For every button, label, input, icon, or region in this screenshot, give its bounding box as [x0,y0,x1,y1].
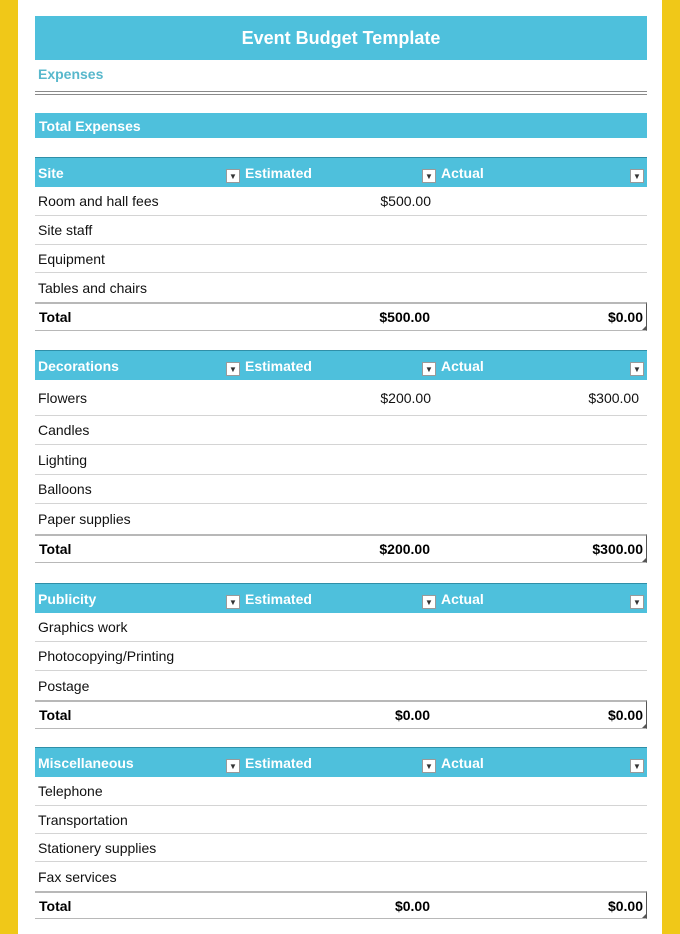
filter-dropdown-icon[interactable]: ▼ [226,362,240,376]
column-header-category: Miscellaneous [38,755,134,771]
column-header-estimated: Estimated [245,358,312,374]
column-header-actual: Actual [441,755,484,771]
column-header-actual: Actual [441,358,484,374]
row-label: Fax services [38,868,117,885]
row-label: Paper supplies [38,511,131,527]
column-header-actual: Actual [441,591,484,607]
filter-dropdown-icon[interactable]: ▼ [422,362,436,376]
table-row[interactable] [35,416,647,445]
table-row[interactable] [35,504,647,534]
resize-handle-icon[interactable] [642,724,646,728]
table-row[interactable] [35,806,647,834]
total-expenses-bar [35,113,647,138]
row-label: Photocopying/Printing [38,648,175,664]
resize-handle-icon[interactable] [642,326,646,330]
column-header-category: Publicity [38,591,97,607]
row-label: Equipment [38,250,105,267]
table-row[interactable] [35,777,647,806]
filter-dropdown-icon[interactable]: ▼ [630,595,644,609]
divider [35,94,647,95]
total-estimated: $0.00 [394,707,430,723]
row-label: Tables and chairs [38,279,147,296]
filter-dropdown-icon[interactable]: ▼ [422,169,436,183]
row-label: Balloons [38,481,92,497]
table-row[interactable] [35,445,647,475]
table-row[interactable] [35,380,647,416]
column-header-category: Site [38,165,64,181]
resize-handle-icon[interactable] [642,558,646,562]
filter-dropdown-icon[interactable]: ▼ [226,595,240,609]
total-actual: $300.00 [592,541,643,557]
total-label: Total [39,541,72,557]
total-row[interactable] [35,700,647,729]
title-text: Event Budget Template [241,27,441,48]
table-row[interactable] [35,475,647,504]
table-row[interactable] [35,642,647,671]
table-row[interactable] [35,273,647,302]
row-label: Postage [38,677,90,694]
row-label: Flowers [38,389,88,406]
total-label: Total [39,897,72,914]
total-actual: $0.00 [607,707,643,723]
filter-dropdown-icon[interactable]: ▼ [630,362,644,376]
total-row[interactable] [35,891,647,919]
filter-dropdown-icon[interactable]: ▼ [226,169,240,183]
resize-handle-icon[interactable] [642,914,646,918]
column-header-estimated: Estimated [245,165,312,181]
estimated-cell: $200.00 [380,389,431,406]
actual-cell: $300.00 [588,389,639,406]
column-header-estimated: Estimated [245,591,312,607]
row-label: Transportation [38,811,128,828]
filter-dropdown-icon[interactable]: ▼ [422,595,436,609]
column-header-actual: Actual [441,165,484,181]
total-expenses-label: Total Expenses [39,117,141,134]
total-actual: $0.00 [607,309,643,325]
section-header [35,747,647,777]
filter-dropdown-icon[interactable]: ▼ [422,759,436,773]
table-row[interactable] [35,834,647,862]
row-label: Stationery supplies [38,839,157,856]
table-row[interactable] [35,245,647,273]
total-label: Total [39,309,72,325]
section-header [35,350,647,380]
expenses-label: Expenses [38,66,104,82]
row-label: Telephone [38,783,103,799]
page-title [35,16,647,60]
total-estimated: $500.00 [379,309,430,325]
filter-dropdown-icon[interactable]: ▼ [630,169,644,183]
row-label: Lighting [38,451,88,468]
section-publicity [35,583,647,729]
section-decorations [35,350,647,563]
table-row[interactable] [35,187,647,216]
total-estimated: $0.00 [394,897,430,914]
table-row[interactable] [35,862,647,891]
table-row[interactable] [35,613,647,642]
divider [35,91,647,92]
row-label: Site staff [38,222,93,238]
table-row[interactable] [35,216,647,245]
column-header-category: Decorations [38,358,119,374]
section-miscellaneous [35,747,647,919]
total-estimated: $200.00 [379,541,430,557]
total-actual: $0.00 [607,897,643,914]
section-header [35,157,647,187]
total-label: Total [39,707,72,723]
filter-dropdown-icon[interactable]: ▼ [226,759,240,773]
row-label: Graphics work [38,619,128,635]
section-site [35,157,647,331]
total-row[interactable] [35,534,647,563]
table-row[interactable] [35,671,647,700]
estimated-cell: $500.00 [380,193,431,209]
row-label: Room and hall fees [38,193,159,209]
filter-dropdown-icon[interactable]: ▼ [630,759,644,773]
column-header-estimated: Estimated [245,755,312,771]
section-header [35,583,647,613]
row-label: Candles [38,422,90,438]
total-row[interactable] [35,302,647,331]
